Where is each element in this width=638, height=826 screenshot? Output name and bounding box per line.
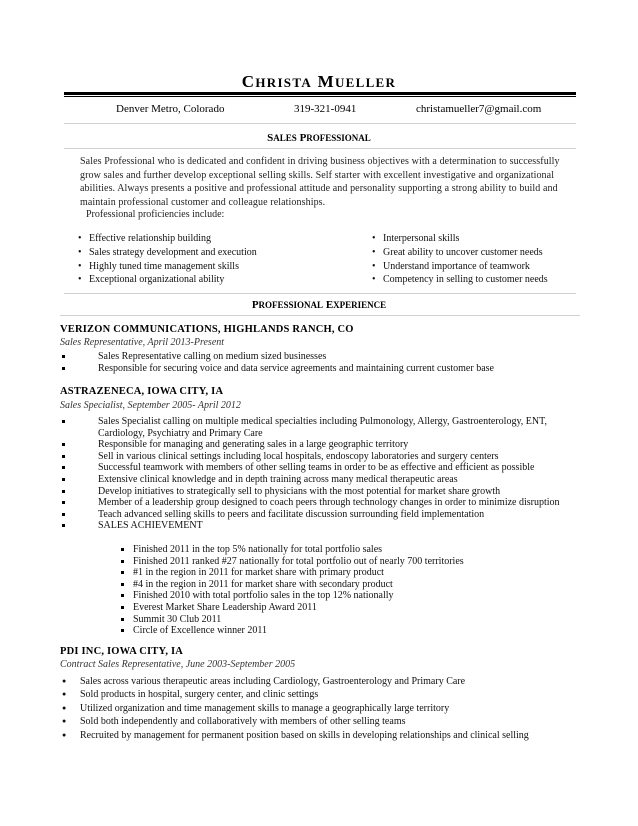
list-item: Successful teamwork with members of other selling teams in order to be as effective and efficient as possible: [60, 462, 580, 474]
contact-phone: 319-321-0941: [294, 103, 357, 115]
list-item: • Competency in selling to customer needs: [372, 273, 582, 287]
header-divider: [64, 92, 576, 97]
company-name: ASTRAZENECA, IOWA CITY, IA: [60, 386, 224, 397]
list-item: Finished 2011 ranked #27 nationally for total portfolio out of nearly 700 territories: [60, 556, 580, 568]
list-item: Circle of Excellence winner 2011: [60, 625, 580, 637]
job-bullets: [60, 675, 590, 742]
list-item: • Sales strategy development and execution: [78, 246, 338, 260]
list-item: Responsible for managing and generating sales in a large geographic territory: [60, 439, 580, 451]
proficiencies-label: Professional proficiencies include:: [86, 209, 225, 220]
achievement-list: [60, 544, 580, 637]
list-item: Sales Representative calling on medium sized businesses: [60, 351, 580, 363]
list-item: Everest Market Share Leadership Award 2011: [60, 602, 580, 614]
title-divider: [64, 148, 576, 149]
skills-list-right: [372, 232, 582, 287]
list-item: • Great ability to uncover customer needs: [372, 246, 582, 260]
list-item: Extensive clinical knowledge and in depth training across many medical therapeutic areas: [60, 474, 580, 486]
contact-divider: [64, 123, 576, 124]
list-item: • Exceptional organizational ability: [78, 273, 338, 287]
list-item: SALES ACHIEVEMENT: [60, 520, 580, 532]
job-role: Sales Specialist, September 2005- April 2012: [60, 400, 241, 411]
list-item: Member of a leadership group designed to coach peers through technology changes in order to minimize disruption: [60, 497, 580, 509]
list-item: Responsible for securing voice and data service agreements and maintaining current customer base: [60, 363, 580, 375]
list-item: Sales Specialist calling on multiple medical specialties including Pulmonology, Allergy, Gastroenterology, ENT, Cardiology, Psychiatry and Primary Care: [60, 416, 580, 439]
list-item: • Interpersonal skills: [372, 232, 582, 246]
company-name: VERIZON COMMUNICATIONS, HIGHLANDS RANCH, CO: [60, 324, 354, 335]
job-bullets: [60, 416, 580, 532]
list-item: #1 in the region in 2011 for market share with primary product: [60, 567, 580, 579]
job-bullets: [60, 351, 580, 374]
candidate-name: CHRISTA MUELLER: [241, 72, 397, 91]
job-role: Sales Representative, April 2013-Present: [60, 337, 225, 348]
list-item: Teach advanced selling skills to peers and facilitate discussion surrounding field implementation: [60, 509, 580, 521]
list-item: Develop initiatives to strategically sell to physicians with the most potential for market share growth: [60, 486, 580, 498]
list-item: ● Sold both independently and collaboratively with members of other selling teams: [60, 715, 590, 728]
skills-list-left: [78, 232, 338, 287]
list-item: #4 in the region in 2011 for market share with secondary product: [60, 579, 580, 591]
list-item: • Highly tuned time management skills: [78, 260, 338, 274]
contact-location: Denver Metro, Colorado: [116, 103, 225, 115]
list-item: Finished 2010 with total portfolio sales in the top 12% nationally: [60, 590, 580, 602]
professional-title: SALES PROFESSIONAL: [267, 132, 371, 144]
list-item: • Understand importance of teamwork: [372, 260, 582, 274]
list-item: ● Sold products in hospital, surgery center, and clinic settings: [60, 688, 590, 701]
experience-divider: [60, 315, 580, 316]
contact-email[interactable]: christamueller7@gmail.com: [416, 103, 542, 115]
company-name: PDI INC, IOWA CITY, IA: [60, 646, 184, 657]
list-item: • Effective relationship building: [78, 232, 338, 246]
list-item: ● Recruited by management for permanent position based on skills in developing relationships and clinical selling: [60, 729, 590, 742]
job-role: Contract Sales Representative, June 2003-September 2005: [60, 659, 296, 670]
skills-divider: [64, 293, 576, 294]
experience-heading: PROFESSIONAL EXPERIENCE: [251, 299, 387, 311]
list-item: ● Sales across various therapeutic areas including Cardiology, Gastroenterology and Primary Care: [60, 675, 590, 688]
list-item: ● Utilized organization and time management skills to manage a geographically large territory: [60, 702, 590, 715]
summary-paragraph: Sales Professional who is dedicated and confident in driving business objectives with a determination to successfully grow sales and further develop exceptional selling skills. Self starter with excellent investigative and organizational abilities. Always presents a positive and professional attitude and personality supporting a strong ability to build and maintain professional customer and colleague relationships.: [80, 156, 560, 208]
list-item: Sell in various clinical settings including local hospitals, endoscopy laboratories and surgery centers: [60, 451, 580, 463]
list-item: Finished 2011 in the top 5% nationally for total portfolio sales: [60, 544, 580, 556]
list-item: Summit 30 Club 2011: [60, 614, 580, 626]
